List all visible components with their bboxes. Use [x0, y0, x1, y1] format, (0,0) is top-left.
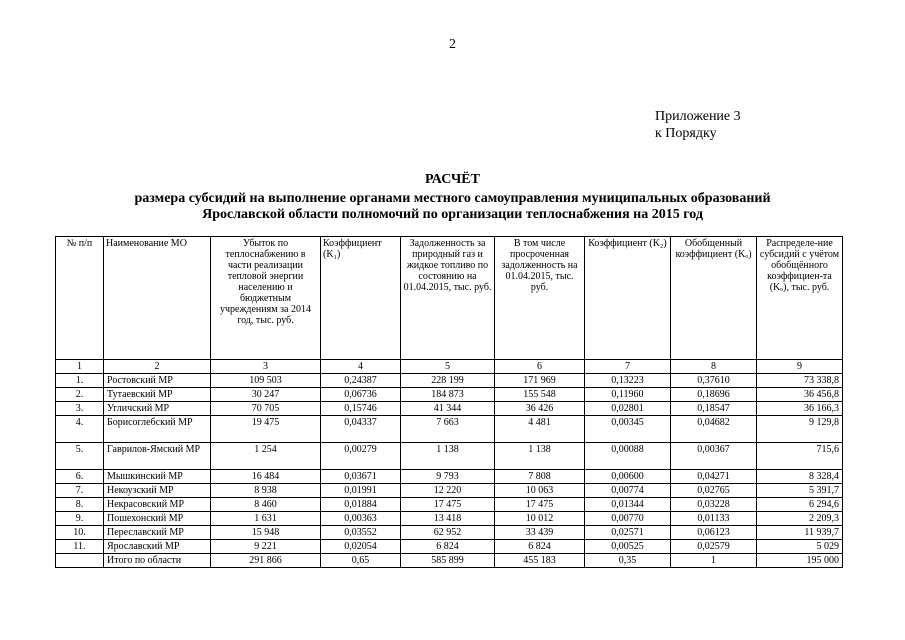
header-cell: Коэффициент (K₂) — [585, 237, 671, 360]
table-row — [56, 388, 843, 402]
table-cell: 9 221 — [211, 540, 321, 554]
table-cell: Гаврилов-Ямский МР — [104, 443, 211, 470]
table-cell: 171 969 — [495, 374, 585, 388]
total-cell: 1 — [671, 554, 757, 568]
column-number: 1 — [56, 360, 104, 374]
table-cell: 0,18547 — [671, 402, 757, 416]
table-cell: 30 247 — [211, 388, 321, 402]
total-cell: 455 183 — [495, 554, 585, 568]
table-cell: 62 952 — [401, 526, 495, 540]
table-cell: 0,00525 — [585, 540, 671, 554]
table-cell: 10 012 — [495, 512, 585, 526]
column-number-row — [56, 360, 843, 374]
table-cell: 0,15746 — [321, 402, 401, 416]
table-cell: 15 948 — [211, 526, 321, 540]
page-number: 2 — [449, 37, 456, 52]
total-row — [56, 554, 843, 568]
table-cell: 0,24387 — [321, 374, 401, 388]
table-cell: 5 391,7 — [757, 484, 843, 498]
total-cell: Итого по области — [104, 554, 211, 568]
table-cell: 19 475 — [211, 416, 321, 443]
table-cell: 0,04337 — [321, 416, 401, 443]
table-cell: 1 138 — [495, 443, 585, 470]
table-cell: Ярославский МР — [104, 540, 211, 554]
subtitle-line: Ярославской области полномочий по организации теплоснабжения на 2015 год — [202, 207, 703, 222]
table-cell: 17 475 — [495, 498, 585, 512]
table-cell: 10 063 — [495, 484, 585, 498]
table-cell: 10. — [56, 526, 104, 540]
table-cell: 11. — [56, 540, 104, 554]
table-cell: 0,00363 — [321, 512, 401, 526]
table-cell: 0,02579 — [671, 540, 757, 554]
table-cell: 0,00770 — [585, 512, 671, 526]
table-cell: 9. — [56, 512, 104, 526]
table-cell: 0,03228 — [671, 498, 757, 512]
header-row — [56, 237, 843, 360]
table-cell: 7 663 — [401, 416, 495, 443]
table-cell: 5 029 — [757, 540, 843, 554]
table-cell: 1 138 — [401, 443, 495, 470]
table-cell: 0,18696 — [671, 388, 757, 402]
total-cell: 0,65 — [321, 554, 401, 568]
table-row — [56, 374, 843, 388]
table-cell: 36 456,8 — [757, 388, 843, 402]
table-cell: 41 344 — [401, 402, 495, 416]
total-cell: 291 866 — [211, 554, 321, 568]
appendix-line: Приложение 3 — [655, 109, 741, 124]
table-cell: 0,04682 — [671, 416, 757, 443]
table-cell: 6 294,6 — [757, 498, 843, 512]
table-cell: Пошехонский МР — [104, 512, 211, 526]
table-cell: 3. — [56, 402, 104, 416]
total-cell: 0,35 — [585, 554, 671, 568]
total-cell: 195 000 — [757, 554, 843, 568]
table-cell: 0,02571 — [585, 526, 671, 540]
table-cell: 155 548 — [495, 388, 585, 402]
table-cell: Мышкинский МР — [104, 470, 211, 484]
table-cell: 0,01991 — [321, 484, 401, 498]
table-cell: Тутаевский МР — [104, 388, 211, 402]
table-cell: 7. — [56, 484, 104, 498]
table-cell: 8 328,4 — [757, 470, 843, 484]
table-cell: 0,02054 — [321, 540, 401, 554]
header-cell: Наименование МО — [104, 237, 211, 360]
appendix-note — [655, 108, 741, 142]
column-number: 9 — [757, 360, 843, 374]
column-number: 5 — [401, 360, 495, 374]
table-cell: 0,00088 — [585, 443, 671, 470]
table-cell: 184 873 — [401, 388, 495, 402]
header-cell: Обобщенный коэффициент (Kₒ) — [671, 237, 757, 360]
table-cell: 8 460 — [211, 498, 321, 512]
table-row — [56, 526, 843, 540]
table-cell: 7 808 — [495, 470, 585, 484]
table-row — [56, 470, 843, 484]
table-row — [56, 402, 843, 416]
header-cell: Задолженность за природный газ и жидкое топливо по состоянию на 01.04.2015, тыс. руб. — [401, 237, 495, 360]
table-cell: 0,03552 — [321, 526, 401, 540]
table-cell: 8. — [56, 498, 104, 512]
table-cell: 11 939,7 — [757, 526, 843, 540]
table-cell: 36 166,3 — [757, 402, 843, 416]
subsidy-table — [55, 236, 843, 568]
table-cell: 9 793 — [401, 470, 495, 484]
table-cell: 8 938 — [211, 484, 321, 498]
table-cell: 0,06736 — [321, 388, 401, 402]
table-cell: 4 481 — [495, 416, 585, 443]
table-cell: 13 418 — [401, 512, 495, 526]
table-cell: 715,6 — [757, 443, 843, 470]
table-cell: 5. — [56, 443, 104, 470]
table-cell: 228 199 — [401, 374, 495, 388]
table-cell: 0,00279 — [321, 443, 401, 470]
table-cell: 1. — [56, 374, 104, 388]
header-cell: Распределе-ние субсидий с учётом обобщённого коэффициен-та (Kₒ), тыс. руб. — [757, 237, 843, 360]
subtitle-line: размера субсидий на выполнение органами местного самоуправления муниципальных образований — [134, 191, 771, 206]
table-cell: 4. — [56, 416, 104, 443]
table-cell: Переславский МР — [104, 526, 211, 540]
table-cell: 16 484 — [211, 470, 321, 484]
table-cell: 36 426 — [495, 402, 585, 416]
table-cell: 0,02801 — [585, 402, 671, 416]
document-title: РАСЧЁТ — [425, 172, 480, 187]
document-subtitle — [0, 191, 905, 223]
table-cell: Некоузский МР — [104, 484, 211, 498]
table-cell: 109 503 — [211, 374, 321, 388]
table-row — [56, 498, 843, 512]
table-cell: 0,06123 — [671, 526, 757, 540]
table-cell: 0,00600 — [585, 470, 671, 484]
table-cell: 2 209,3 — [757, 512, 843, 526]
table-cell: Некрасовский МР — [104, 498, 211, 512]
table-cell: 9 129,8 — [757, 416, 843, 443]
table-row — [56, 484, 843, 498]
table-cell: 0,11960 — [585, 388, 671, 402]
table-cell: 1 254 — [211, 443, 321, 470]
column-number: 8 — [671, 360, 757, 374]
table-body — [56, 374, 843, 568]
table-row — [56, 540, 843, 554]
table-cell: 0,01344 — [585, 498, 671, 512]
table-cell: 0,00345 — [585, 416, 671, 443]
table-cell: 73 338,8 — [757, 374, 843, 388]
table-cell: 0,13223 — [585, 374, 671, 388]
table-cell: 70 705 — [211, 402, 321, 416]
column-number: 3 — [211, 360, 321, 374]
table-cell: Угличский МР — [104, 402, 211, 416]
column-number: 2 — [104, 360, 211, 374]
table-cell: Ростовский МР — [104, 374, 211, 388]
table-cell: 0,04271 — [671, 470, 757, 484]
table-cell: 0,03671 — [321, 470, 401, 484]
header-cell: Убыток по теплоснабжению в части реализации тепловой энергии населению и бюджетным учреждениям за 2014 год, тыс. руб. — [211, 237, 321, 360]
table-row — [56, 512, 843, 526]
appendix-line: к Порядку — [655, 126, 717, 141]
header-cell: № п/п — [56, 237, 104, 360]
table-cell: 1 631 — [211, 512, 321, 526]
header-cell: Коэффициент (K₁) — [321, 237, 401, 360]
header-cell: В том числе просроченная задолженность на 01.04.2015, тыс. руб. — [495, 237, 585, 360]
table-cell: 33 439 — [495, 526, 585, 540]
table-cell: 17 475 — [401, 498, 495, 512]
total-cell — [56, 554, 104, 568]
column-number: 6 — [495, 360, 585, 374]
table-cell: Борисоглебский МР — [104, 416, 211, 443]
column-number: 4 — [321, 360, 401, 374]
table-cell: 6 824 — [401, 540, 495, 554]
table-row — [56, 416, 843, 443]
table-cell: 0,02765 — [671, 484, 757, 498]
table-cell: 6 824 — [495, 540, 585, 554]
table-cell: 0,01133 — [671, 512, 757, 526]
table-cell: 6. — [56, 470, 104, 484]
total-cell: 585 899 — [401, 554, 495, 568]
column-number: 7 — [585, 360, 671, 374]
table-cell: 12 220 — [401, 484, 495, 498]
table-cell: 0,01884 — [321, 498, 401, 512]
table-cell: 0,00367 — [671, 443, 757, 470]
table-row — [56, 443, 843, 470]
table-cell: 2. — [56, 388, 104, 402]
table-cell: 0,37610 — [671, 374, 757, 388]
table-cell: 0,00774 — [585, 484, 671, 498]
